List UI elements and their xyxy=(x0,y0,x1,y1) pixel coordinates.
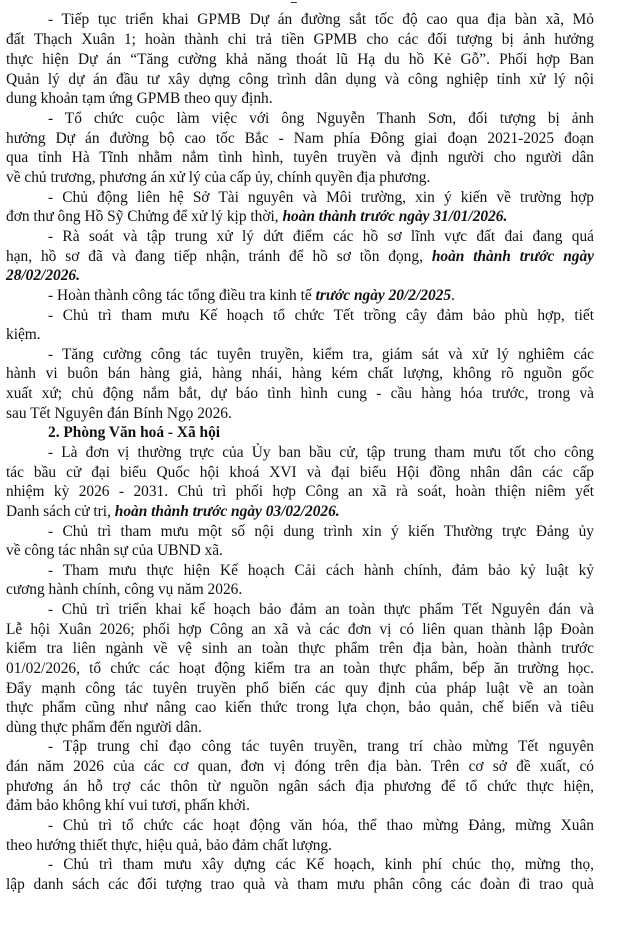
paragraph-line: - Là đơn vị thường trực của Ủy ban bầu cử, tập trung tham mưu tốt cho công xyxy=(48,444,594,461)
deadline-emphasis: hoàn thành trước ngày xyxy=(431,248,594,265)
paragraph-line: thực hiện Dự án “Tăng cường khả năng thoát lũ Hạ du hồ Kẻ Gỗ”. Phối hợp Ban xyxy=(6,51,594,68)
paragraph-line: - Tiếp tục triển khai GPMB Dự án đường sắt tốc độ cao qua địa bàn xã, Mỏ xyxy=(48,11,594,28)
paragraph-line: kiệm. xyxy=(6,326,41,343)
paragraph-line xyxy=(6,266,594,286)
paragraph-line xyxy=(6,502,594,522)
clipped-glyph-fragment xyxy=(291,0,300,3)
deadline-emphasis: hoàn thành trước ngày 31/01/2026. xyxy=(282,208,508,225)
paragraph-line: về chủ trương, phương án xử lý của cấp ủy, chính quyền địa phương. xyxy=(6,169,431,186)
paragraph-line: Quản lý dự án đầu tư xây dựng công trình dân dụng và công nghiệp tỉnh xử lý nội xyxy=(6,71,594,88)
paragraph-line: - Chủ trì tham mưu Kế hoạch tổ chức Tết trồng cây đảm bảo phù hợp, tiết xyxy=(48,307,594,324)
paragraph-line: dung khoản tạm ứng GPMB theo quy định. xyxy=(6,90,273,107)
paragraph-line xyxy=(6,207,594,227)
paragraph-line: dùng thực phẩm đến người dân. xyxy=(6,719,202,736)
paragraph-line: - Chủ trì triển khai kế hoạch bảo đảm an toàn thực phẩm Tết Nguyên đán và xyxy=(48,601,594,618)
deadline-emphasis: 28/02/2026. xyxy=(6,267,80,284)
paragraph-line: - Rà soát và tập trung xử lý dứt điểm các hồ sơ lĩnh vực đất đai đang quá xyxy=(48,228,594,245)
paragraph-line: về công tác nhân sự của UBND xã. xyxy=(6,542,223,559)
deadline-emphasis: trước ngày 20/2/2025 xyxy=(315,287,452,304)
paragraph-line xyxy=(48,286,594,306)
paragraph-line: theo hướng thiết thực, hiệu quả, bảo đảm chất lượng. xyxy=(6,837,332,854)
paragraph-line: đất Thạch Xuân 1; hoàn thành chi trả tiền GPMB cho các đối tượng bị ảnh hưởng xyxy=(6,31,594,48)
paragraph-line: - Tăng cường công tác tuyên truyền, kiểm tra, giám sát và xử lý nghiêm các xyxy=(48,346,594,363)
paragraph-line: Lễ hội Xuân 2026; phối hợp Công an xã và các đơn vị có liên quan thành lập Đoàn xyxy=(6,621,594,638)
paragraph-line: hành vi buôn bán hàng giả, hàng nhái, hàng kém chất lượng, không rõ nguồn gốc xyxy=(6,365,594,382)
paragraph-text: đơn thư ông Hồ Sỹ Chửng để xử lý kịp thời, xyxy=(6,208,283,225)
paragraph-line: - Chủ động liên hệ Sở Tài nguyên và Môi trường, xin ý kiến về trường hợp xyxy=(48,189,594,206)
paragraph-text: - Hoàn thành công tác tổng điều tra kinh tế xyxy=(48,287,316,304)
paragraph-line: đảm bảo không khí vui tươi, phấn khởi. xyxy=(6,797,250,814)
paragraph-line: - Tổ chức cuộc làm việc với ông Nguyễn Thanh Sơn, đối tượng bị ảnh xyxy=(48,110,594,127)
paragraph-line: nhiệm kỳ 2026 - 2031. Chủ trì phối hợp Công an xã rà soát, hoàn thiện niêm yết xyxy=(6,483,594,500)
paragraph-line: thực phẩm cũng như nâng cao kiến thức trong lựa chọn, bảo quản, chế biến và tiêu xyxy=(6,699,594,716)
paragraph-text: hạn, hồ sơ đã và đang tiếp nhận, tránh để hồ sơ tồn đọng, xyxy=(6,248,432,265)
paragraph-line: Đẩy mạnh công tác tuyên truyền phổ biến các quy định của pháp luật về an toàn xyxy=(6,680,594,697)
paragraph-line: kiểm tra liên ngành về vệ sinh an toàn thực phẩm trên địa bàn, hoàn thành trước xyxy=(6,640,594,657)
paragraph-line: - Chủ trì tổ chức các hoạt động văn hóa, thể thao mừng Đảng, mừng Xuân xyxy=(48,817,594,834)
paragraph-line: xuất xứ; chủ động nắm bắt, dự báo tình hình cung - cầu hàng hóa trước, trong và xyxy=(6,385,594,402)
paragraph-line: lập danh sách các đối tượng trao quà và tham mưu phân công các đoàn đi trao quà xyxy=(6,876,594,893)
paragraph-line: đán năm 2026 của các cơ quan, đơn vị đóng trên địa bàn. Trên cơ sở đề xuất, có xyxy=(6,758,594,775)
paragraph-line: qua tỉnh Hà Tĩnh nhằm nắm tình hình, tuyên truyền và định người cho người dân xyxy=(6,149,594,166)
paragraph-line: phương án hỗ trợ các thôn từ nguồn ngân sách địa phương để tổ chức thực hiện, xyxy=(6,778,594,795)
paragraph-line: tác bầu cử đại biểu Quốc hội khoá XVI và đại biểu Hội đồng nhân dân các cấp xyxy=(6,464,594,481)
paragraph-line: sau Tết Nguyên đán Bính Ngọ 2026. xyxy=(6,405,232,422)
paragraph-line: hưởng Dự án đường bộ cao tốc Bắc - Nam phía Đông giai đoạn 2021-2025 đoạn xyxy=(6,130,594,147)
paragraph-line: cương hành chính, công vụ năm 2026. xyxy=(6,581,243,598)
paragraph-line: - Chủ trì tham mưu xây dựng các Kế hoạch, kinh phí chúc thọ, mừng thọ, xyxy=(48,856,594,873)
paragraph-line: 01/02/2026, tổ chức các hoạt động kiểm tra an toàn thực phẩm, bếp ăn trường học. xyxy=(6,660,594,677)
paragraph-text: . xyxy=(451,287,455,304)
paragraph-line: - Chủ trì tham mưu một số nội dung trình xin ý kiến Thường trực Đảng ủy xyxy=(48,523,594,540)
paragraph-line xyxy=(6,247,594,267)
paragraph-line: - Tập trung chỉ đạo công tác tuyên truyền, trang trí chào mừng Tết nguyên xyxy=(48,738,594,755)
section-heading: 2. Phòng Văn hoá - Xã hội xyxy=(48,424,221,441)
paragraph-line: - Tham mưu thực hiện Kế hoạch Cải cách hành chính, đảm bảo kỷ luật kỷ xyxy=(48,562,594,579)
paragraph-text: Danh sách cử tri, xyxy=(6,503,115,520)
deadline-emphasis: hoàn thành trước ngày 03/02/2026. xyxy=(114,503,340,520)
